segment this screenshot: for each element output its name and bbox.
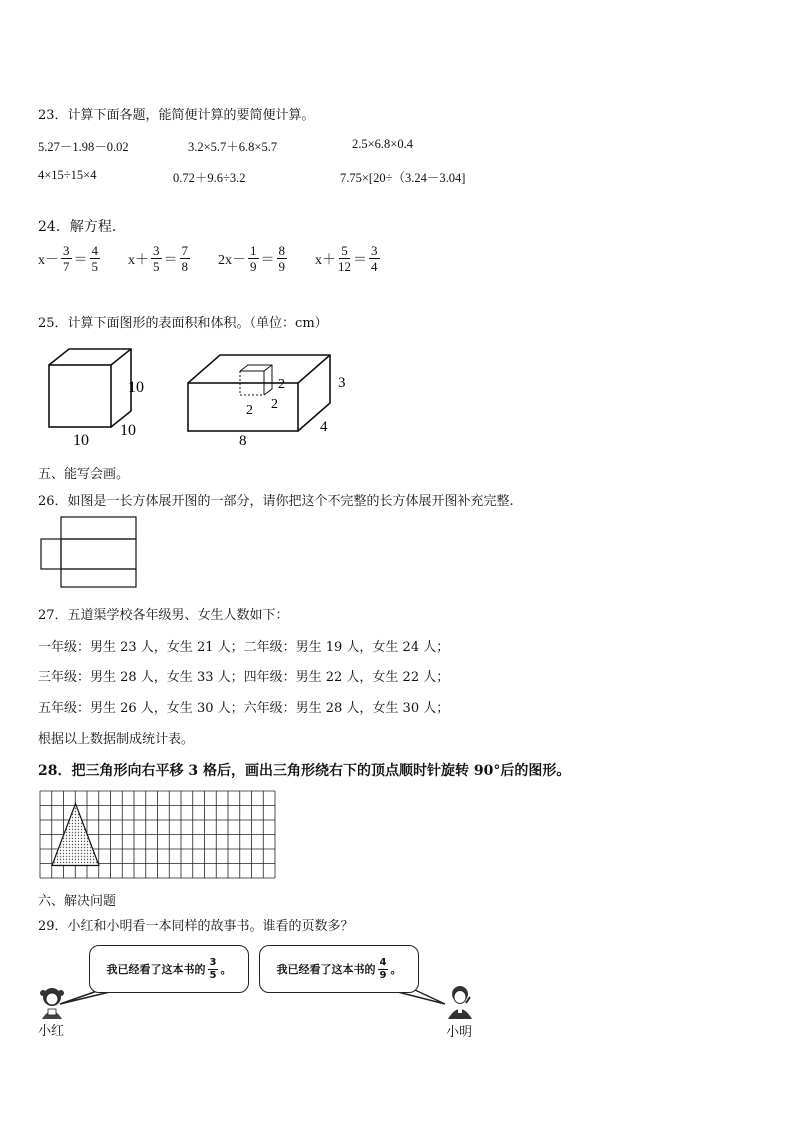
- q23-expr-4: 4×15÷15×4: [38, 168, 97, 182]
- q24-title: 24．解方程．: [38, 219, 126, 235]
- net-face-side: [41, 539, 61, 569]
- q27-line-1: 一年级：男生 23 人，女生 21 人；二年级：男生 19 人，女生 24 人；: [38, 640, 450, 655]
- bubble-left-end: 。: [220, 963, 232, 976]
- denominator: 8: [181, 259, 188, 274]
- numerator: 3: [63, 243, 70, 258]
- fraction: [151, 244, 162, 273]
- q23-expr-1: 5.27－1.98－0.02: [38, 140, 129, 154]
- q23-expr-2: 3.2×5.7＋6.8×5.7: [188, 140, 278, 154]
- denominator: 9: [278, 259, 285, 274]
- bubble-left-text: 我已经看了这本书的: [106, 963, 206, 976]
- fraction: [338, 244, 351, 273]
- equation-4: [315, 244, 382, 273]
- fraction: [369, 244, 380, 273]
- equation-1: [38, 244, 102, 273]
- q29-title: 29．小红和小明看一本同样的故事书。谁看的页数多？: [38, 919, 354, 934]
- equals: ＝: [353, 252, 367, 268]
- denominator: 9: [250, 259, 257, 274]
- fraction: [208, 958, 219, 981]
- bubble-right-end: 。: [390, 963, 402, 976]
- q26-net-figure: [38, 515, 140, 590]
- q24-equations: [38, 244, 408, 273]
- fraction: [180, 244, 191, 273]
- numerator: 7: [181, 243, 188, 258]
- numerator: 4: [91, 243, 98, 258]
- eq-lhs: x－: [38, 252, 59, 268]
- cube-figure: [49, 349, 131, 427]
- numerator: 3: [153, 243, 160, 258]
- denominator: 5: [91, 259, 98, 274]
- cut-width-label: 2: [246, 403, 253, 418]
- cut-depth-label: 2: [271, 397, 278, 412]
- section-5-heading: 五、能写会画。: [38, 467, 130, 482]
- net-face-front: [61, 539, 136, 569]
- cube-height-label: 10: [128, 379, 144, 396]
- q23-title: 23．计算下面各题，能简便计算的要简便计算。: [38, 108, 315, 123]
- fraction: [378, 958, 389, 981]
- box-width-label: 4: [320, 419, 328, 435]
- q26-title: 26．如图是一长方体展开图的一部分，请你把这个不完整的长方体展开图补充完整.: [38, 494, 514, 509]
- net-face-top: [61, 517, 136, 539]
- boy-icon: [444, 983, 476, 1021]
- box-height-label: 3: [338, 375, 346, 391]
- cube-width-label: 10: [73, 432, 89, 449]
- numerator: 3: [209, 956, 217, 968]
- denominator: 5: [209, 969, 217, 981]
- net-face-bottom: [61, 569, 136, 587]
- denominator: 4: [371, 259, 378, 274]
- q27-footer: 根据以上数据制成统计表。: [38, 732, 195, 747]
- numerator: 4: [379, 956, 387, 968]
- q25-title: 25．计算下面图形的表面积和体积。（单位：cm）: [38, 316, 328, 331]
- numerator: 1: [250, 243, 257, 258]
- speech-bubble-right: [259, 945, 419, 993]
- speech-bubble-left: [89, 945, 249, 993]
- numerator: 3: [371, 243, 378, 258]
- q23-expr-5: 0.72＋9.6÷3.2: [173, 171, 246, 185]
- q27-line-2: 三年级：男生 28 人，女生 33 人；四年级：男生 22 人，女生 22 人；: [38, 670, 450, 685]
- equals: ＝: [260, 252, 275, 268]
- cube-depth-label: 10: [120, 422, 136, 439]
- equation-3: [218, 244, 289, 273]
- box-length-label: 8: [239, 433, 247, 449]
- name-xiaoming: 小明: [446, 1025, 473, 1040]
- equation-2: [128, 244, 192, 273]
- q23-expr-3: 2.5×6.8×0.4: [352, 137, 413, 151]
- q23-expr-6: 7.75×[20÷（3.24－3.04]: [340, 171, 466, 185]
- fraction: [61, 244, 72, 273]
- equals: ＝: [73, 252, 88, 268]
- denominator: 7: [63, 259, 70, 274]
- box-figure: [188, 355, 330, 431]
- fraction: [90, 244, 101, 273]
- denominator: 5: [153, 259, 160, 274]
- fraction: [277, 244, 288, 273]
- fraction: [248, 244, 259, 273]
- numerator: 5: [341, 243, 348, 258]
- denominator: 12: [338, 259, 351, 274]
- cut-height-label: 2: [278, 377, 285, 392]
- q25-figures: [40, 345, 370, 455]
- eq-lhs: x＋: [315, 252, 336, 268]
- q27-line-3: 五年级：男生 26 人，女生 30 人；六年级：男生 28 人，女生 30 人；: [38, 701, 450, 716]
- name-xiaohong: 小红: [38, 1024, 65, 1039]
- cut-cube: [240, 365, 272, 395]
- eq-lhs: 2x－: [218, 252, 246, 268]
- bubble-right-text: 我已经看了这本书的: [276, 963, 376, 976]
- section-6-heading: 六、解决问题: [38, 894, 117, 909]
- q27-title: 27．五道渠学校各年级男、女生人数如下：: [38, 608, 289, 623]
- eq-lhs: x＋: [128, 252, 149, 268]
- girl-icon: [36, 985, 68, 1021]
- q28-title: 28．把三角形向右平移 3 格后，画出三角形绕右下的顶点顺时针旋转 90°后的图形。: [38, 763, 571, 779]
- numerator: 8: [278, 243, 285, 258]
- q28-grid-figure: [38, 789, 280, 879]
- equals: ＝: [163, 252, 178, 268]
- denominator: 9: [379, 969, 387, 981]
